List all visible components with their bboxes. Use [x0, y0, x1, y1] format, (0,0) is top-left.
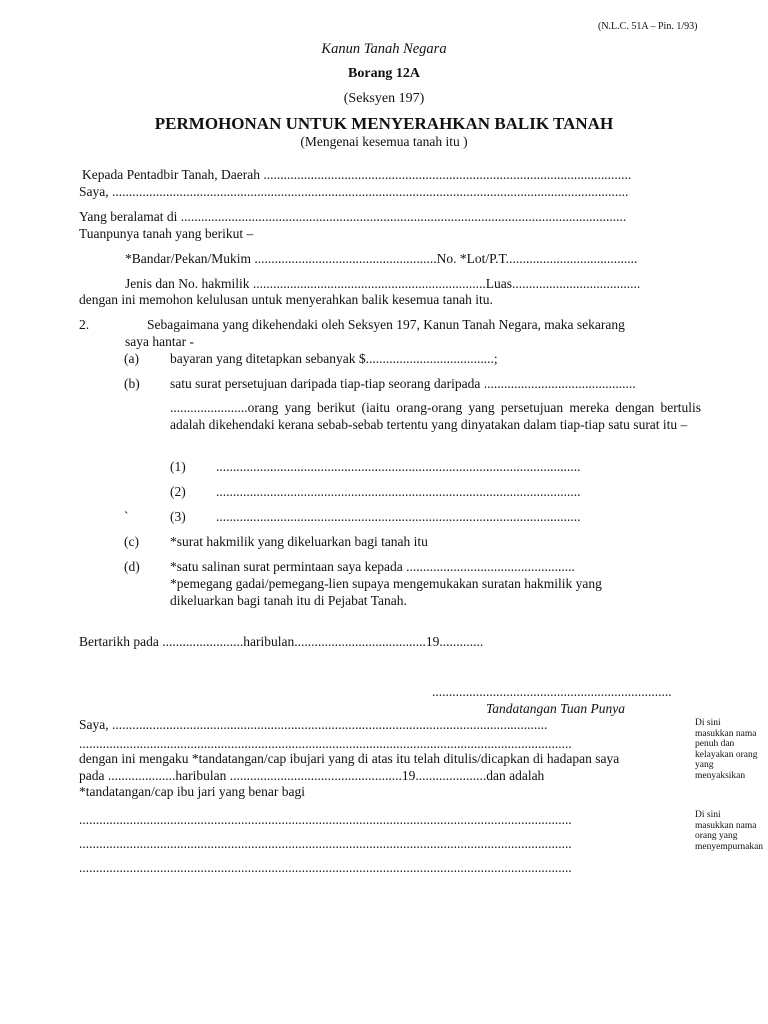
title-type-line: Jenis dan No. hakmilik .....................................................................Luas...................................... — [125, 276, 641, 291]
page-subtitle: (Mengenai kesemua tanah itu ) — [300, 134, 468, 149]
item-b-text: satu surat persetujuan daripada tiap-tiap seorang daripada ............................................. — [170, 376, 636, 391]
witness-dots-line: .................................................................................................................................................. — [79, 812, 572, 827]
witness-text-line: pada ....................haribulan ...................................................19.....................dan adalah — [79, 768, 545, 783]
witness-text-line: *tandatangan/cap ibu jari yang benar bagi — [79, 784, 306, 799]
list-item-dots: ............................................................................................................ — [216, 509, 581, 524]
witness-dots-line: .................................................................................................................................................. — [79, 736, 572, 751]
section-reference: (Seksyen 197) — [343, 91, 425, 106]
act-title: Kanun Tanah Negara — [321, 41, 447, 57]
witness-dots-line: .................................................................................................................................................. — [79, 860, 572, 875]
item-d-text: dikeluarkan bagi tanah itu di Pejabat Tanah. — [170, 593, 407, 608]
request-line: dengan ini memohon kelulusan untuk menyerahkan balik kesemua tanah itu. — [79, 292, 493, 307]
item-c-label: (c) — [124, 534, 139, 549]
applicant-name-line: Saya, ......................................................................................................................................................... — [79, 184, 629, 199]
stray-mark: ` — [124, 509, 129, 524]
item-d-label: (d) — [124, 559, 140, 574]
location-line: *Bandar/Pekan/Mukim ......................................................No. *Lot/P.T....................................... — [125, 251, 638, 266]
item-b-paragraph: .......................orang yang berikut (iaitu orang-orang yang persetujuan mereka dengan bertulis adalah dikehendaki kerana sebab-sebab tertentu yang dinyatakan dalam tiap-tiap satu surat itu – — [170, 400, 701, 432]
section-2-line: saya hantar - — [125, 334, 194, 349]
list-item-label: (3) — [170, 509, 186, 524]
section-2-line: Sebagaimana yang dikehendaki oleh Seksyen 197, Kanun Tanah Negara, maka sekarang — [147, 317, 625, 332]
witness-text-line: dengan ini mengaku *tandatangan/cap ibujari yang di atas itu telah ditulis/dicapkan di hadapan saya — [79, 751, 620, 766]
item-a-text: bayaran yang ditetapkan sebanyak $......................................; — [170, 351, 498, 366]
dated-line: Bertarikh pada ........................haribulan.......................................19............. — [79, 634, 484, 649]
item-b-label: (b) — [124, 376, 140, 391]
list-item-dots: ............................................................................................................ — [216, 484, 581, 499]
item-a-label: (a) — [124, 351, 139, 366]
address-line: Yang beralamat di .................................................................................................................................... — [79, 209, 627, 224]
signature-line: ....................................................................... — [432, 684, 672, 699]
addressee-line: Kepada Pentadbir Tanah, Daerah ............................................................................................................. — [82, 167, 632, 182]
item-c-text: *surat hakmilik yang dikeluarkan bagi tanah itu — [170, 534, 428, 549]
item-d-text: *satu salinan surat permintaan saya kepada .................................................. — [170, 559, 575, 574]
signature-label: Tandatangan Tuan Punya — [486, 701, 626, 716]
page-title: PERMOHONAN UNTUK MENYERAHKAN BALIK TANAH — [154, 114, 614, 133]
list-item-dots: ............................................................................................................ — [216, 459, 581, 474]
witness-name-line: Saya, ................................................................................................................................. — [79, 717, 548, 732]
form-number: Borang 12A — [348, 66, 420, 81]
witness-dots-line: .................................................................................................................................................. — [79, 836, 572, 851]
form-reference: (N.L.C. 51A – Pin. 1/93) — [598, 21, 698, 32]
item-d-text: *pemegang gadai/pemegang-lien supaya mengemukakan suratan hakmilik yang — [170, 576, 602, 591]
list-item-label: (2) — [170, 484, 186, 499]
list-item-label: (1) — [170, 459, 186, 474]
side-note-witness: Di sini masukkan nama penuh dan kelayakan orang yang menyaksikan — [695, 718, 758, 781]
section-2-number: 2. — [79, 317, 90, 332]
owner-line: Tuanpunya tanah yang berikut – — [79, 226, 254, 241]
side-note-signatory: Di sini masukkan nama orang yang menyempurnakan — [695, 810, 764, 852]
